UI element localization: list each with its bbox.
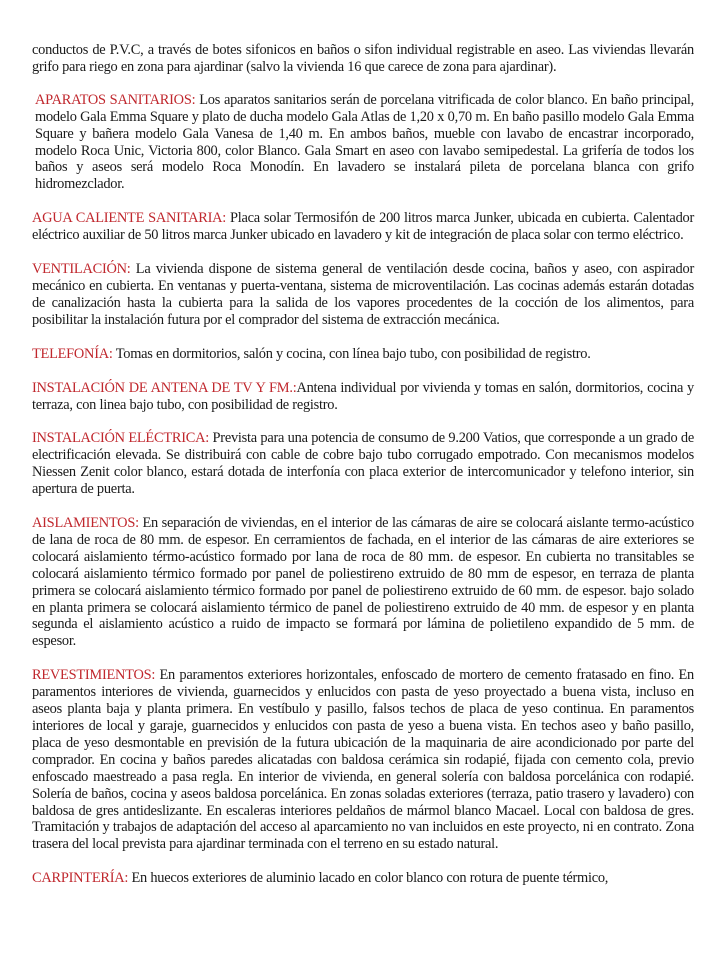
section-revestimientos: [32, 667, 694, 853]
section-aislamientos: [32, 515, 694, 650]
intro-text: conductos de P.V.C, a través de botes sifonicos en baños o sifon individual registrable en aseo. Las viviendas llevarán grifo para riego en zona para ajardinar (salvo la vivienda 16 que carece de zona para ajardinar).: [32, 42, 694, 75]
section-body: Antena individual por vivienda y tomas en salón, dormitorios, cocina y terraza, con linea bajo tubo, con posibilidad de registro.: [32, 379, 694, 413]
section-instalacion-electrica: [32, 430, 694, 498]
section-heading: AISLAMIENTOS:: [32, 515, 139, 532]
document-page: [32, 42, 694, 904]
section-body: Placa solar Termosifón de 200 litros marca Junker, ubicada en cubierta. Calentador eléctrico auxiliar de 50 litros marca Junker ubicado en lavadero y kit de integración de placa solar con termo eléctrico.: [32, 210, 694, 244]
section-agua-caliente-sanitaria: [32, 210, 694, 244]
section-heading: CARPINTERÍA:: [32, 870, 129, 887]
section-antena-tv-fm: [32, 380, 694, 414]
section-heading: AGUA CALIENTE SANITARIA:: [32, 210, 227, 227]
section-body: Prevista para una potencia de consumo de 9.200 Vatios, que corresponde a un grado de electrificación elevada. Se distribuirá con cable de cobre bajo tubo corrugado empotrado. Con mecanismos modelos Niessen Zenit color blanco, estará dotada de interfonía con placa exterior de intercomunicador y telefono interior, sin apertura de puerta.: [32, 430, 694, 498]
section-body: La vivienda dispone de sistema general de ventilación desde cocina, baños y aseo, con aspirador mecánico en cubierta. En ventanas y puerta-ventana, sistema de microventilación. Las cocinas además estarán dotadas de canalización hasta la cubierta para la salida de los vapores procedentes de la cocción de los alimentos, para posibilitar la instalación futura por el comprador del sistema de extracción mecánica.: [32, 261, 694, 328]
section-body: En paramentos exteriores horizontales, enfoscado de mortero de cemento fratasado en fino. En paramentos interiores de vivienda, guarnecidos y enlucidos con pasta de yeso proyectado a buena vista, incluso en aseos planta baja y planta primera. En vestíbulo y pasillo, falsos techos de placa de yeso continua. En paramentos interiores de local y garaje, guarnecidos y enlucidos con pasta de yeso a buena vista. En techos aseo y baño pasillo, placa de yeso desmontable en previsión de la futura ubicación de la maquinaria de aire acondicionado por parte del comprador. En cocina y baños paredes alicatadas con baldosa cerámica sin rodapié, fijada con cemento cola, previo enfoscado maestreado a pasa regla. En interior de vivienda, en general solería con baldosa porcelánica con rodapié. Solería de baños, cocina y aseos baldosa porcelánica. En zonas soladas exteriores (terraza, patio trasero y lavadero) con baldosa de gres antideslizante. En escaleras interiores peldaños de mármol blanco Macael. Local con baldosa de gres. Tramitación y trabajos de adaptación del acceso al aparcamiento no van incluidos en este proyecto, ni en contrato. Zona trasera del local prevista para ajardinar terminada con el terreno en su estado natural.: [32, 667, 694, 853]
intro-paragraph: [32, 42, 694, 76]
section-body: Tomas en dormitorios, salón y cocina, con línea bajo tubo, con posibilidad de registro.: [112, 345, 591, 362]
section-carpinteria: [32, 870, 694, 887]
section-heading: INSTALACIÓN ELÉCTRICA:: [32, 430, 209, 447]
section-aparatos-sanitarios: [32, 92, 694, 193]
section-ventilacion: [32, 261, 694, 329]
section-heading: INSTALACIÓN DE ANTENA DE TV Y FM.:: [32, 379, 297, 396]
section-body: En huecos exteriores de aluminio lacado en color blanco con rotura de puente térmico,: [128, 870, 609, 887]
section-telefonia: [32, 346, 694, 363]
section-heading: APARATOS SANITARIOS:: [35, 91, 196, 108]
section-heading: REVESTIMIENTOS:: [32, 667, 156, 684]
section-heading: VENTILACIÓN:: [32, 261, 131, 278]
section-heading: TELEFONÍA:: [32, 345, 113, 362]
section-body: Los aparatos sanitarios serán de porcelana vitrificada de color blanco. En baño principal, modelo Gala Emma Square y plato de ducha modelo Gala Atlas de 1,20 x 0,70 m. En baño pasillo modelo Gala Emma Square y bañera modelo Gala Vanesa de 1,40 m. En ambos baños, mueble con lavabo de encastrar incorporado, modelo Roca Unic, Victoria 800, color Blanco. Gala Smart en aseo con lavabo semipedestal. La grifería de todos los baños y aseos será modelo Roca Monodín. En lavadero se instalará pileta de porcelana blanca con grifo hidromezclador.: [35, 91, 695, 193]
section-body: En separación de viviendas, en el interior de las cámaras de aire se colocará aislante termo-acústico de lana de roca de 80 mm. de espesor. En cerramientos de fachada, en el interior de las cámaras de aire exteriores se colocará aislamiento térmo-acústico formado por lana de roca de 80 mm. de espesor. En cubierta no transitables se colocará aislamiento térmico formado por panel de poliestireno extruido de 80 mm de espesor, en terraza de planta primera se colocará aislamiento térmico formado por panel de poliestireno extruido de 60 mm. de espesor. bajo solado en planta primera se colocará aislamiento térmico de panel de poliestireno extruido de 40 mm. de espesor y en planta segunda el aislamiento acústico a ruido de impacto se formará por lámina de polietileno expandido de 5 mm. de espesor.: [32, 515, 694, 650]
